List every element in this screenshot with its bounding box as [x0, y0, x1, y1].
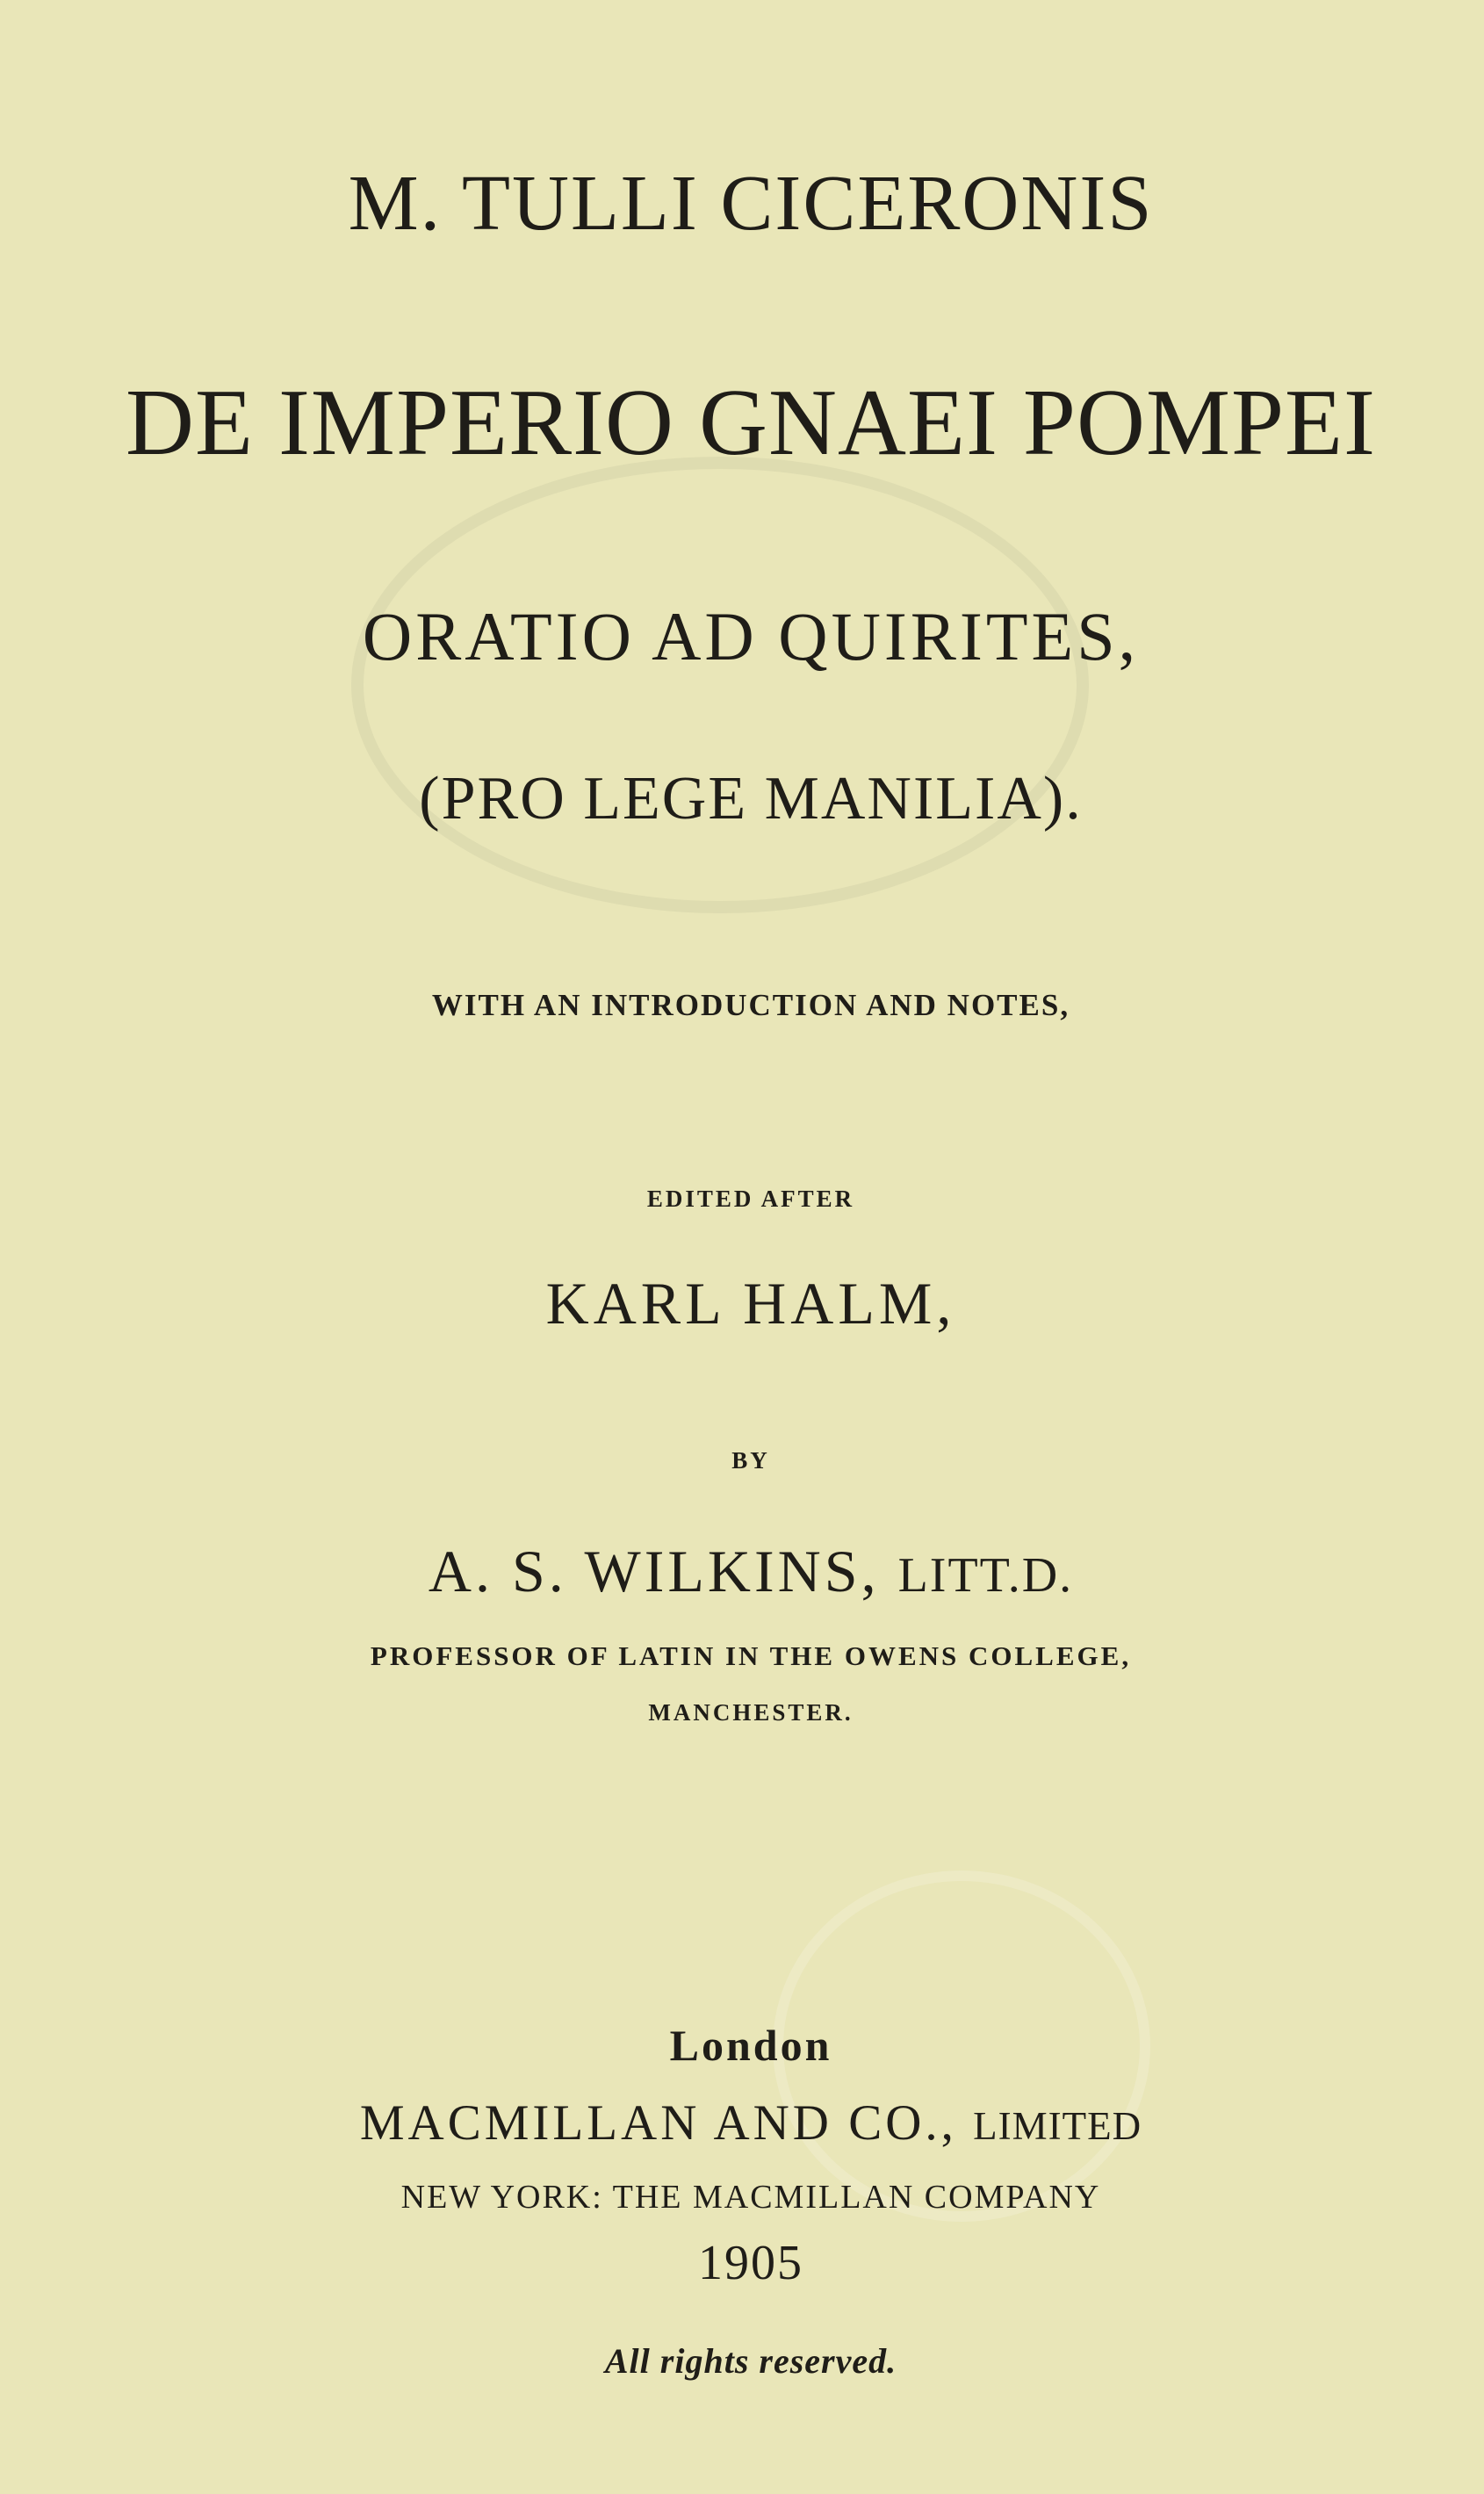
- edited-after-label: EDITED AFTER: [646, 1186, 855, 1212]
- publication-year: 1905: [698, 2236, 803, 2290]
- editor-city: MANCHESTER.: [648, 1699, 854, 1726]
- alt-title: (PRO LEGE MANILIA).: [419, 765, 1083, 833]
- with-introduction-line: WITH AN INTRODUCTION AND NOTES,: [431, 988, 1070, 1022]
- editor-name: A. S. WILKINS,: [428, 1538, 880, 1604]
- original-editor: KARL HALM,: [545, 1270, 956, 1337]
- editor-title: PROFESSOR OF LATIN IN THE OWENS COLLEGE,: [370, 1640, 1132, 1671]
- publisher-name: MACMILLAN AND CO.,: [359, 2095, 957, 2151]
- publisher-line: [9, 2094, 1484, 2152]
- work-title: DE IMPERIO GNAEI POMPEI: [126, 371, 1376, 475]
- by-label: BY: [731, 1447, 770, 1474]
- new-york-line: NEW YORK: THE MACMILLAN COMPANY: [400, 2179, 1101, 2216]
- imprint-city: London: [669, 2021, 832, 2070]
- rights-notice: All rights reserved.: [604, 2341, 897, 2381]
- publisher-suffix: LIMITED: [973, 2104, 1142, 2148]
- subtitle: ORATIO AD QUIRITES,: [362, 598, 1140, 674]
- author-line: M. TULLI CICERONIS: [348, 160, 1154, 247]
- library-stamp: [351, 457, 1089, 913]
- editor-degree: LITT.D.: [897, 1548, 1074, 1603]
- editor-line: [9, 1537, 1484, 1606]
